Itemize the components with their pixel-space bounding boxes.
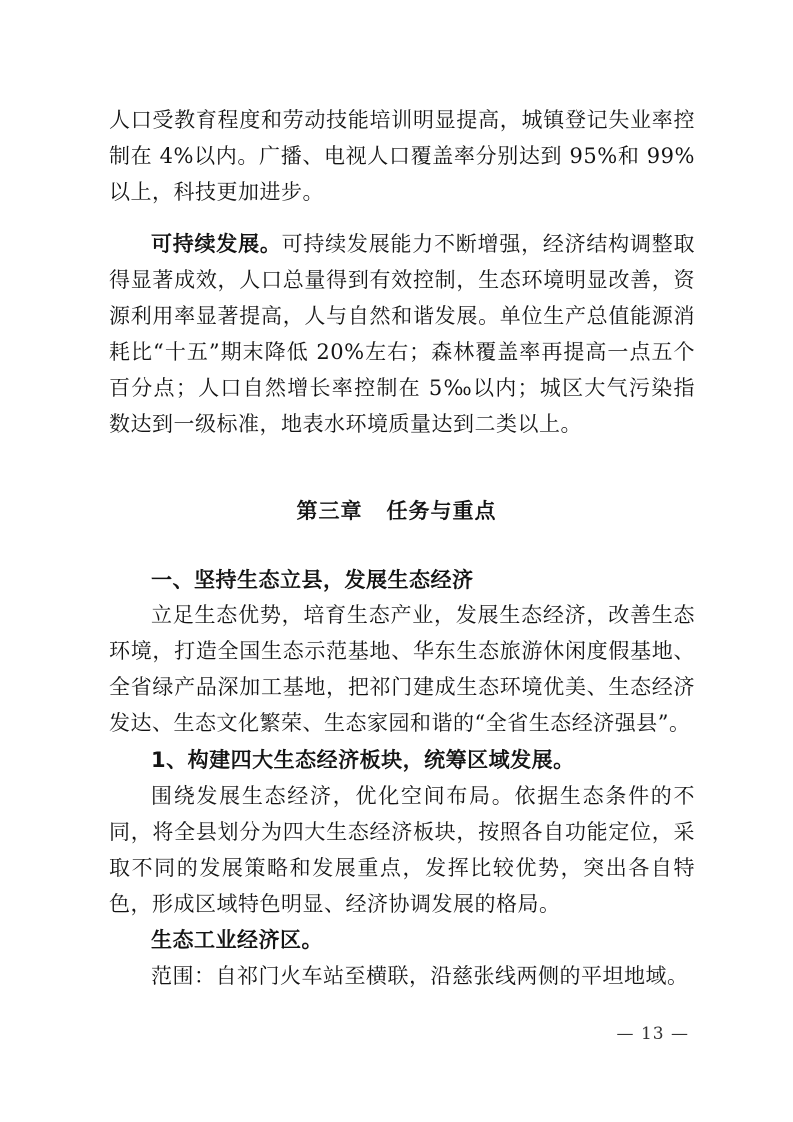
- paragraph-four-zones: 围绕发展生态经济，优化空间布局。依据生态条件的不同，将全县划分为四大生态经济板块，按照各自功能定位，采取不同的发展策略和发展重点，发挥比较优势，突出各自特色，形成区域特色明显、经济协调发展的格局。: [109, 784, 695, 916]
- chapter-title: 任务与重点: [386, 499, 497, 523]
- paragraph-ecology-strategy: 立足生态优势，培育生态产业，发展生态经济，改善生态环境，打造全国生态示范基地、华东生态旅游休闲度假基地、全省绿产品深加工基地，把祁门建成生态环境优美、生态经济发达、生态文化繁荣、生态家园和谐的“全省生态经济强县”。: [109, 603, 695, 735]
- scope-line: 范围：自祁门火车站至横联，沿慈张线两侧的平坦地域。: [151, 964, 689, 988]
- section-heading: 一、坚持生态立县，发展生态经济: [151, 568, 474, 592]
- paragraph-education: 人口受教育程度和劳动技能培训明显提高，城镇登记失业率控制在 4%以内。广播、电视人口覆盖率分别达到 95%和 99%以上，科技更加进步。: [109, 108, 695, 204]
- paragraph-lead-sustainable: 可持续发展。: [151, 232, 282, 256]
- paragraph-sustainable-development: [109, 226, 695, 442]
- page-number: — 13 —: [616, 1024, 689, 1044]
- paragraph-body-sustainable: 可持续发展能力不断增强，经济结构调整取得显著成效，人口总量得到有效控制，生态环境明显改善，资源利用率显著提高，人与自然和谐发展。单位生产总值能源消耗比“十五”期末降低 20%左右；森林覆盖率再提高一点五个百分点；人口自然增长率控制在 5‰以内；城区大气污染指数达到一级标准，地表水环境质量达到二类以上。: [109, 232, 695, 436]
- chapter-heading: [0, 495, 793, 525]
- zone-heading: 生态工业经济区。: [151, 928, 323, 952]
- subsection-heading: 1、构建四大生态经济板块，统筹区域发展。: [151, 748, 575, 772]
- chapter-number: 第三章: [296, 499, 363, 523]
